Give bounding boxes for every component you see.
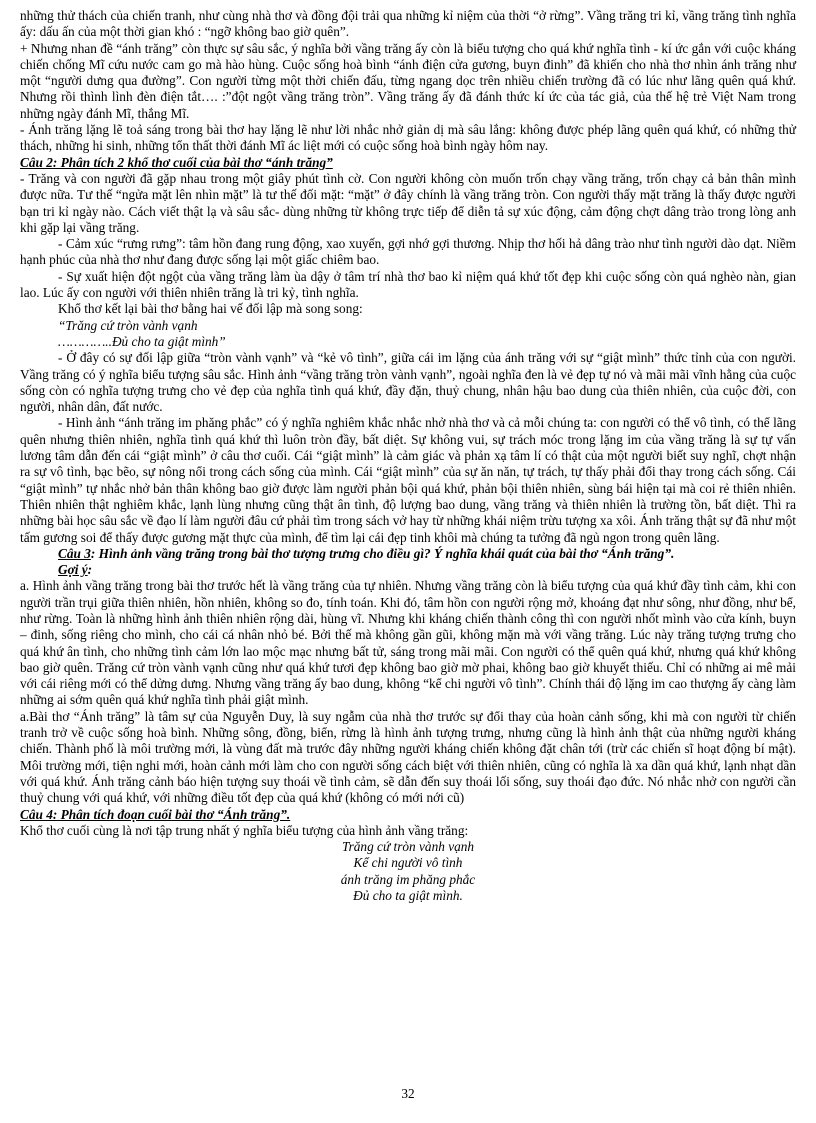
question-3-label: Câu 3: [58, 545, 91, 561]
paragraph: những thử thách của chiến tranh, như cùng nhà thơ và đồng đội trải qua những kỉ niệm của thời “ở rừng”. Vầng trăng tri kỉ, vầng trăng tình nghĩa ấy: dấu ấn của một thời gian khó : “ngỡ không bao giờ quên”.: [20, 8, 796, 40]
question-4-heading: Câu 4: Phân tích đoạn cuối bài thơ “Ánh trăng”.: [20, 806, 291, 822]
paragraph: Khổ thơ kết lại bài thơ bằng hai vế đối lập mà song song:: [58, 301, 363, 317]
poem-line: Kể chi người vô tình: [353, 855, 463, 871]
paragraph: - Ở đây có sự đối lập giữa “tròn vành vạnh” và “kẻ vô tình”, giữa cái im lặng của ánh trăng với sự “giật mình” thức tỉnh của con người. Vầng trăng có ý nghĩa biểu tượng sâu sắc. Hình ảnh “vầng trăng tròn vành vạnh”, ngoài nghĩa đen là vẻ đẹp tự nó và mãi mãi vĩnh hằng của cuộc sống còn có nghĩa tượng trưng cho vẻ đẹp của nghĩa tình quá khứ, đầy đặn, thuỷ chung, nhân hậu bao dung của thiên nhiên, của cuộc đời, con người, nhân dân, đất nước.: [20, 350, 796, 415]
hint-label: [20, 562, 796, 578]
poem-line: ánh trăng im phăng phắc: [340, 871, 476, 887]
question-3-heading: [20, 546, 796, 562]
paragraph: - Sự xuất hiện đột ngột của vầng trăng làm ùa dậy ở tâm trí nhà thơ bao kỉ niệm quá khứ tốt đẹp khi cuộc sống còn quá nghèo nàn, gian lao. Lúc ấy con người với thiên nhiên trăng là tri kỷ, tình nghĩa.: [20, 268, 796, 301]
paragraph: - Cảm xúc “rưng rưng”: tâm hồn đang rung động, xao xuyến, gợi nhớ gợi thương. Nhịp thơ hối hả dâng trào như tình người dào dạt. Niềm hạnh phúc của nhà thơ như đang được sống lại một giấc chiêm bao.: [20, 236, 796, 268]
paragraph: a.Bài thơ “Ánh trăng” là tâm sự của Nguyễn Duy, là suy ngẫm của nhà thơ trước sự đổi thay của hoàn cảnh sống, khi mà con người từ chiến tranh trở về cuộc sống hoà bình. Những sông, đồng, biển, rừng là hình ảnh tượng trưng, nhưng cũng là hình ảnh thật của những người kháng chiến. Thành phố là môi trường mới, là vùng đất mà trước đây những người kháng chiến không đặt chân tới (trừ các chiến sĩ hoạt động bí mật). Môi trường mới, tiện nghi mới, hoàn cảnh mới làm cho con người sống cách biệt với thiên nhiên, cũng có nghĩa là xa dần quá khứ, lạnh nhạt dần với quá khứ. Ánh trăng cảnh báo hiện tượng suy thoái về tình cảm, sẽ dẫn đến suy thoái lối sống, suy thoái đạo đức. Nó nhắc nhở con người cần thuỷ chung với quá khứ, với những điều tốt đẹp của quá khứ (không có mới nới cũ): [20, 708, 796, 806]
paragraph: - Trăng và con người đã gặp nhau trong một giây phút tình cờ. Con người không còn muốn trốn chạy vầng trăng, trốn chạy cả bản thân mình được nữa. Tư thế “ngửa mặt lên nhìn mặt” là tư thế đối mặt: “mặt” ở đây chính là vầng trăng tròn. Con người thấy mặt trăng là thấy được người bạn tri kỉ ngày nào. Cách viết thật lạ và sâu sắc- dùng những từ không trực tiếp để diễn tả sự xúc động, cảm động chợt dâng trào trong lòng anh khi gặp lại vầng trăng.: [20, 170, 796, 235]
question-3-text: : Hình ảnh vầng trăng trong bài thơ tượng trưng cho điều gì? Ý nghĩa khái quát của bài thơ “Ánh trăng”.: [90, 545, 675, 561]
hint-colon: :: [87, 562, 93, 578]
quote-line: “Trăng cứ tròn vành vạnh: [58, 317, 198, 333]
paragraph: + Nhưng nhan đề “ánh trăng” còn thực sự sâu sắc, ý nghĩa bởi vầng trăng ấy còn là biểu tượng cho quá khứ nghĩa tình - kí ức gắn với cuộc kháng chiến chống Mĩ cứu nước cam go mà hào hùng. Cuộc sống hoà bình “ánh điện cửa gương, buyn đinh” đã khiến cho nhà thơ nhìn ánh trăng như một “người dưng qua đường”. Con người từng một thời chiến đấu, từng ngang dọc trên nhiều chiến trường đã có lúc như lãng quên quá khứ. Nhưng rồi thình lình đèn điện tắt…. :”đột ngột vầng trăng tròn”. Vầng trăng ấy đã đánh thức kí ức của tác giả, của thế hệ trẻ Việt Nam trong những ngày đánh Mĩ, thắng Mĩ.: [20, 40, 796, 121]
hint-text: Gợi ý: [58, 562, 88, 578]
question-2-heading: Câu 2: Phân tích 2 khổ thơ cuối của bài thơ “ánh trăng”: [20, 154, 333, 170]
paragraph: a. Hình ảnh vầng trăng trong bài thơ trước hết là vầng trăng của tự nhiên. Nhưng vầng trăng còn là biểu tượng của quá khứ đầy tình cảm, khi con người trần trụi giữa thiên nhiên, hồn nhiên, không so đo, tính toán. Khi đó, tâm hồn con người rộng mở, khoáng đạt như sông, như đồng, như bể, như rừng. Toàn là những hình ảnh thiên nhiên rộng dài, hùng vĩ. Nhưng khi kháng chiến thành công thì con người nhốt mình vào cửa kính, buyn – đinh, sống riêng cho mình, cho cái cá nhân nhỏ bé. Bởi thế mà không gần gũi, không mặn mà với vầng trăng. Lúc này trăng tượng trưng cho quá khứ ân tình, cho những tình cảm lớn lao mộc mạc nhưng bất tử, sáng trong mãi mãi. Con người có thể quên quá khứ, nhưng quá khứ không bao giờ quên. Trăng cứ tròn vành vạnh cũng như quá khứ tươi đẹp không bao giờ mờ phai, không bao giờ khuyết thiếu. Chỉ có những ai mê mải với cái riêng mới có thể dửng dưng. Nhưng vầng trăng ấy bao dung, không “kể chi người vô tình”. Chính thái độ lặng im cao thượng ấy càng làm những ai sớm quên quá khứ nghĩa tình phải giật mình.: [20, 578, 796, 708]
paragraph: Khổ thơ cuối cùng là nơi tập trung nhất ý nghĩa biểu tượng của hình ảnh vầng trăng:: [20, 822, 469, 838]
document-page: [20, 8, 796, 904]
poem: [20, 839, 796, 904]
paragraph: - Ánh trăng lặng lẽ toả sáng trong bài thơ hay lặng lẽ như lời nhắc nhở giản dị mà sâu lắng: không được phép lãng quên quá khứ, có những thử thách, những hi sinh, những tổn thất thời đánh Mĩ ác liệt mới có cuộc sống hoà bình ngày hôm nay.: [20, 122, 796, 154]
paragraph: - Hình ảnh “ánh trăng im phăng phắc” có ý nghĩa nghiêm khắc nhắc nhở nhà thơ và cả mỗi chúng ta: con người có thể vô tình, có thể lãng quên nhưng thiên nhiên, nghĩa tình quá khứ thì luôn tròn đầy, bất diệt. Sự không vui, sự trách móc trong lặng im của vầng trăng là sự tự vấn lương tâm dẫn đến cái “giật mình” ở câu thơ cuối. Cái “giật mình” là cảm giác và phản xạ tâm lí có thật của một người biết suy nghĩ, chợt nhận ra sự vô tình, bạc bẽo, sự nông nổi trong cách sống của mình. Cái “giật mình” của sự ăn năn, tự trách, tự thấy phải đổi thay trong cách sống. Cái “giật mình” tự nhắc nhở bản thân không bao giờ được làm người phản bội quá khứ, phản bội thiên nhiên, sùng bái hiện tại mà coi rẻ thiên nhiên. Thiên nhiên thật nghiêm khắc, lạnh lùng nhưng cũng thật ân tình, độ lượng bao dung, vầng trăng và thiên nhiên là trường tồn, bất diệt. Thì ra những bài học sâu sắc về đạo lí làm người đâu cứ phải tìm trong sách vở hay từ những khái niệm trừu tượng xa xôi. Ánh trăng thật sự đã như một tấm gương soi để thấy được gương mặt thực của mình, để tìm lại cái đẹp tinh khôi mà chúng ta tưởng đã ngủ ngon trong quên lãng.: [20, 415, 796, 545]
poem-line: Trăng cứ tròn vành vạnh: [341, 839, 475, 855]
page-number: 32: [401, 1086, 415, 1101]
quote-line: …………..Đủ cho ta giật mình”: [58, 333, 226, 349]
poem-line: Đủ cho ta giật mình.: [353, 888, 463, 904]
